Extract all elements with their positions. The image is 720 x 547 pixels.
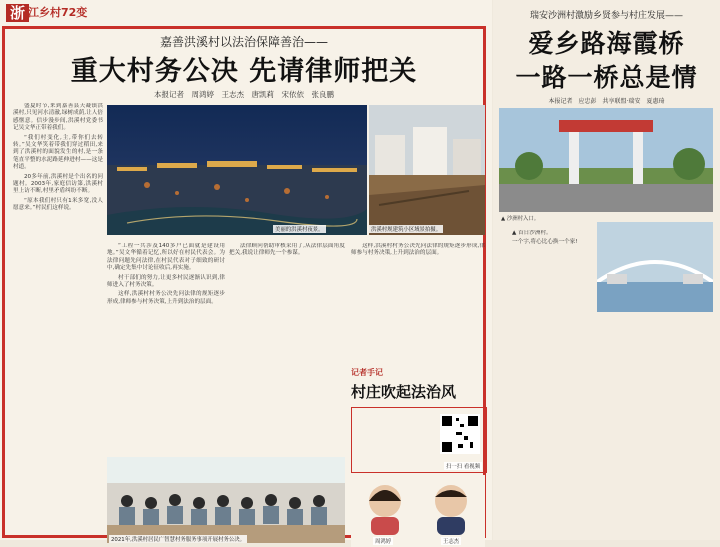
crowd-caption: 2021年,洪溪村居民广智慧村务服务事项开展村务公决。 [111,537,246,543]
hero-caption: 美丽的洪溪村夜景。 [275,227,324,233]
bridge-photo [597,222,713,312]
paragraph: “工程一共涉及140多户已面就是建设用地。”吴文华循着记忆,所以好在村民代表会。为法律问题先问法律,在村民代表对子细致的研讨中,确定先集中讨论征收后,再实施。 [107,243,225,272]
article-column-1 [13,103,103,543]
village-gate-photo [499,108,713,212]
right-newspaper [493,0,720,540]
paragraph: 这样,洪溪村村务公决先问法律的规矩逐步形成,律师参与村务决策,上升到法治的层面。 [107,291,225,305]
article-kicker: 嘉善洪溪村以法治保障善治—— [159,35,328,49]
paragraph: 盛夏时节,来到嘉善县天凝镇洪溪村,只见河水清澈,绿树成荫,让人倍感惬意。信步漫步间,洪溪村党委书记吴文华正带着我们。 [13,103,103,132]
right-headline-line2: 一路一桥总是情 [515,63,698,92]
reporter-portraits [351,475,485,547]
right-kicker: 瑞安沙洲村激励乡贤参与村庄发展—— [529,11,683,21]
section-zhe-mark: 浙 [6,4,29,22]
section-title: 江乡村72变 [28,6,88,19]
paragraph: 法律顾问帮助审核采用了,从法律层面角度把关,我说让律师先一个参谋。 [229,243,345,257]
video-caption: 扫一扫 看视频 [445,464,480,470]
article-column-4 [351,243,485,363]
article-headline: 重大村务公决 先请律师把关 [70,56,418,87]
paragraph: ▲ 首日沙洲村。 [512,230,552,236]
note-box [351,407,487,473]
paragraph: “原本我们村只有1米多宽,没人愿意来。”村民们这样说。 [13,197,103,212]
right-headline-line1: 爱乡路海霞桥 [528,29,685,58]
note-title: 村庄吹起法治风 [351,383,457,401]
author1-label: 周鸿婷 [375,539,392,545]
paragraph: 村干部们的努力,让更多村民逐渐认识到,律师进入了村务决策。 [107,274,225,289]
paragraph: 一个字,将心比心换一个家! [512,239,578,246]
article-column-2 [107,243,225,455]
right-byline: 本报记者 应忠彭 共享联盟·瑞安 夏惠琦 [548,98,665,105]
qr-code-icon [440,414,480,454]
featured-article-box [2,26,486,545]
paragraph: 20多年前,洪溪村是个出名的问题村。2003年,家庭信访第,洪溪村里上访不断,村里矛盾纠纷不断。 [13,173,103,195]
construction-photo [369,105,485,235]
paragraph: “我们村变化,主,带你们去转转。”吴文华笑着带我们穿过稻田,来到了洪溪村的面貌发生的村,是一条笔直平整的水泥路延伸进村——这是村道。 [13,134,103,171]
paragraph: 这样,洪溪村村务公决先问法律的规矩逐步形成,律师参与村务决策,上升到法治的层面。 [351,243,485,257]
note-section-label: 记者手记 [351,368,383,377]
right-photo-caption: ▲ 沙洲村入口。 [501,216,540,222]
article-column-3 [229,243,345,455]
hero2-caption: 洪溪村规建筑小区域景拍摄。 [371,227,442,233]
right-column-1 [501,230,593,530]
author2-label: 王志杰 [443,539,460,545]
night-village-photo [107,105,367,235]
village-meeting-photo [107,457,345,543]
section-banner [0,0,492,26]
article-byline: 本报记者 周鸿婷 王志杰 唐凯莉 宋依依 张良鹏 [154,90,334,99]
